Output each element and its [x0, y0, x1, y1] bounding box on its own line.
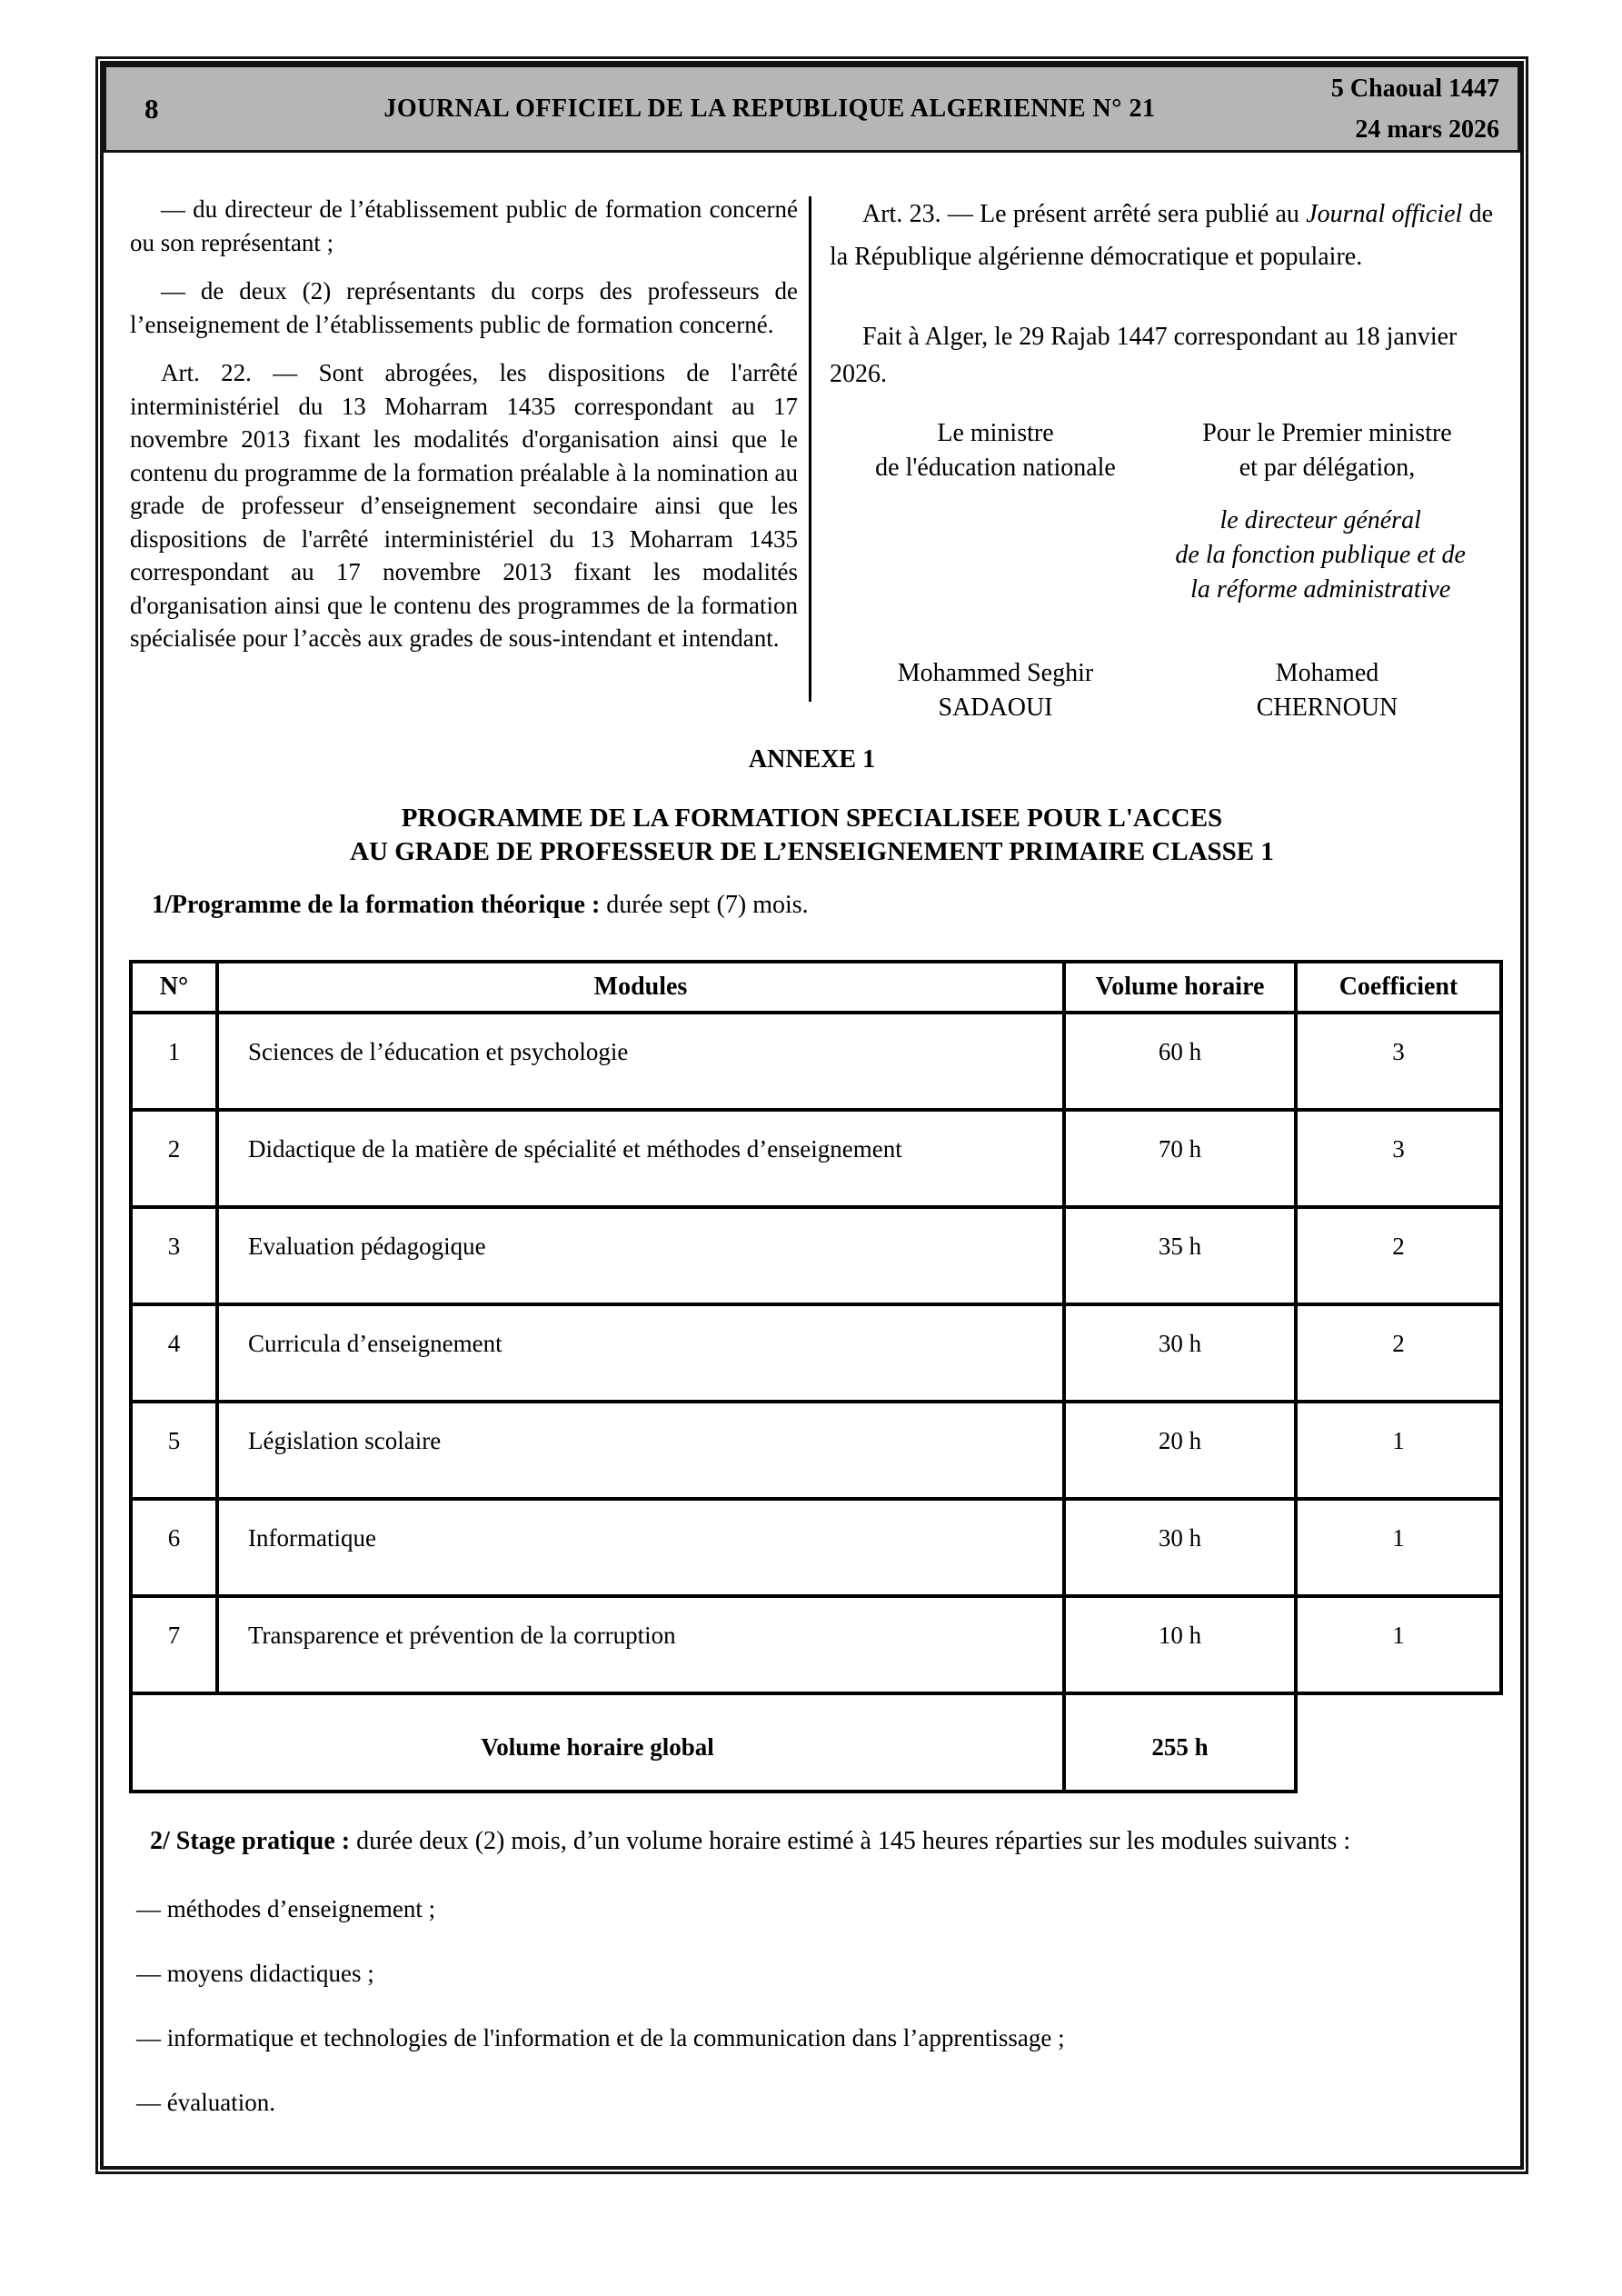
table-header-no: N° — [131, 962, 217, 1013]
section-1-heading-rest: durée sept (7) mois. — [600, 891, 809, 919]
row-number-cell: 4 — [131, 1304, 217, 1402]
delegation-line3: la réforme administrative — [1190, 575, 1451, 604]
signatory-title-left-line1: Le ministre — [937, 419, 1054, 447]
article-23-text-post: de la République algérienne démocratique et populaire. — [830, 200, 1493, 271]
section-1-heading-bold: 1/Programme de la formation théorique : — [152, 891, 601, 919]
table-row — [131, 1304, 1501, 1402]
table-row — [131, 1402, 1501, 1499]
module-cell: Evaluation pédagogique — [217, 1207, 1064, 1304]
coefficient-cell: 1 — [1296, 1402, 1501, 1499]
empty-footer-cell — [1296, 1693, 1501, 1792]
module-cell: Informatique — [217, 1499, 1064, 1596]
practice-module-item: — méthodes d’enseignement ; — [136, 1895, 436, 1922]
modules-table — [129, 960, 1503, 1793]
article-23-paragraph — [830, 193, 1493, 278]
coefficient-cell: 2 — [1296, 1207, 1501, 1304]
delegation-line1: le directeur général — [1219, 506, 1421, 534]
section-1-heading — [152, 891, 1488, 920]
practice-module-item: — informatique et technologies de l'information et de la communication dans l’apprentissage ; — [136, 2024, 1065, 2051]
left-paragraph-2: — de deux (2) représentants du corps des professeurs de l’enseignement de l’établissements public de formation concerné. — [130, 277, 798, 338]
section-2-heading — [150, 1827, 1495, 1856]
table-row — [131, 1499, 1501, 1596]
row-number-cell: 6 — [131, 1499, 217, 1596]
table-row — [131, 1013, 1501, 1110]
article-23-text-pre: Art. 23. — Le présent arrêté sera publié au — [862, 200, 1307, 228]
annex-title-line1: PROGRAMME DE LA FORMATION SPECIALISEE POUR L'ACCES — [401, 804, 1223, 833]
volume-cell: 70 h — [1064, 1110, 1296, 1207]
module-cell: Curricula d’enseignement — [217, 1304, 1064, 1402]
column-divider — [809, 196, 811, 702]
table-row — [131, 1110, 1501, 1207]
table-header-modules: Modules — [217, 962, 1064, 1013]
volume-cell: 30 h — [1064, 1499, 1296, 1596]
practice-modules-list — [136, 1893, 1481, 2151]
table-header-coefficient: Coefficient — [1296, 962, 1501, 1013]
date-gregorian: 24 mars 2026 — [1355, 115, 1499, 144]
row-number-cell: 2 — [131, 1110, 217, 1207]
signatory-name-left-line2: SADAOUI — [938, 694, 1053, 722]
signature-names-row — [830, 656, 1493, 725]
practice-module-item: — évaluation. — [136, 2089, 275, 2116]
signatory-title-right-line1: Pour le Premier ministre — [1202, 419, 1452, 447]
coefficient-cell: 3 — [1296, 1110, 1501, 1207]
row-number-cell: 5 — [131, 1402, 217, 1499]
delegation-title — [1148, 504, 1493, 607]
header-band — [104, 65, 1520, 153]
volume-cell: 35 h — [1064, 1207, 1296, 1304]
volume-cell: 30 h — [1064, 1304, 1296, 1402]
article-22-paragraph: Art. 22. — Sont abrogées, les dispositions de l'arrêté interministériel du 13 Moharram 1435 correspondant au 17 novembre 2013 fixant les modalités d'organisation ainsi que le contenu du programme de la formation préalable à la nomination au grade de professeur d’enseignement secondaire ainsi que les dispositions de l'arrêté interministériel du 13 Moharram 1435 correspondant au 17 novembre 2013 fixant les modalités d'organisation ainsi que le contenu des programmes de la formation spécialisée pour l’accès aux grades de sous-intendant et intendant. — [130, 359, 798, 652]
signatory-name-right-line1: Mohamed — [1275, 659, 1379, 687]
table-row — [131, 1207, 1501, 1304]
practice-module-item: — moyens didactiques ; — [136, 1960, 374, 1987]
volume-cell: 10 h — [1064, 1596, 1296, 1693]
row-number-cell: 7 — [131, 1596, 217, 1693]
total-volume-cell: 255 h — [1064, 1693, 1296, 1792]
table-header-volume: Volume horaire — [1064, 962, 1296, 1013]
journal-title: JOURNAL OFFICIEL DE LA REPUBLIQUE ALGERIENNE N° 21 — [383, 94, 1156, 123]
signature-titles-row — [830, 416, 1493, 485]
coefficient-cell: 1 — [1296, 1596, 1501, 1693]
table-header-row — [131, 962, 1501, 1013]
module-cell: Législation scolaire — [217, 1402, 1064, 1499]
signatory-name-right — [1161, 656, 1493, 725]
coefficient-cell: 2 — [1296, 1304, 1501, 1402]
signatory-title-right — [1161, 416, 1493, 485]
module-cell: Transparence et prévention de la corruption — [217, 1596, 1064, 1693]
date-hijri: 5 Chaoual 1447 — [1330, 74, 1499, 103]
section-2-heading-rest: durée deux (2) mois, d’un volume horaire estimé à 145 heures réparties sur les modules suivants : — [350, 1827, 1351, 1855]
annex-title — [95, 802, 1528, 869]
total-label-cell: Volume horaire global — [131, 1693, 1064, 1792]
annex-label: ANNEXE 1 — [748, 745, 876, 774]
coefficient-cell: 1 — [1296, 1499, 1501, 1596]
row-number-cell: 1 — [131, 1013, 217, 1110]
annex-title-line2: AU GRADE DE PROFESSEUR DE L’ENSEIGNEMENT PRIMAIRE CLASSE 1 — [350, 837, 1274, 866]
table-footer-row — [131, 1693, 1501, 1792]
table-row — [131, 1596, 1501, 1693]
issue-dates — [1331, 68, 1499, 150]
signatory-name-left-line1: Mohammed Seghir — [897, 659, 1094, 687]
volume-cell: 60 h — [1064, 1013, 1296, 1110]
row-number-cell: 3 — [131, 1207, 217, 1304]
signatory-name-right-line2: CHERNOUN — [1256, 694, 1398, 722]
volume-cell: 20 h — [1064, 1402, 1296, 1499]
coefficient-cell: 3 — [1296, 1013, 1501, 1110]
signatory-name-left — [830, 656, 1161, 725]
module-cell: Sciences de l’éducation et psychologie — [217, 1013, 1064, 1110]
signatory-title-left — [830, 416, 1161, 485]
delegation-line2: de la fonction publique et de — [1175, 541, 1466, 569]
right-column — [830, 193, 1493, 725]
journal-officiel-italic: Journal officiel — [1306, 200, 1463, 228]
fait-a-alger-paragraph: Fait à Alger, le 29 Rajab 1447 correspondant au 18 janvier 2026. — [830, 323, 1458, 388]
signatory-title-left-line2: de l'éducation nationale — [875, 454, 1116, 482]
left-paragraph-1: — du directeur de l’établissement public de formation concerné ou son représentant ; — [130, 195, 798, 256]
left-column — [130, 193, 798, 671]
section-2-heading-bold: 2/ Stage pratique : — [150, 1827, 351, 1855]
module-cell: Didactique de la matière de spécialité et méthodes d’enseignement — [217, 1110, 1064, 1207]
page-number: 8 — [144, 92, 159, 125]
signatory-title-right-line2: et par délégation, — [1239, 454, 1416, 482]
